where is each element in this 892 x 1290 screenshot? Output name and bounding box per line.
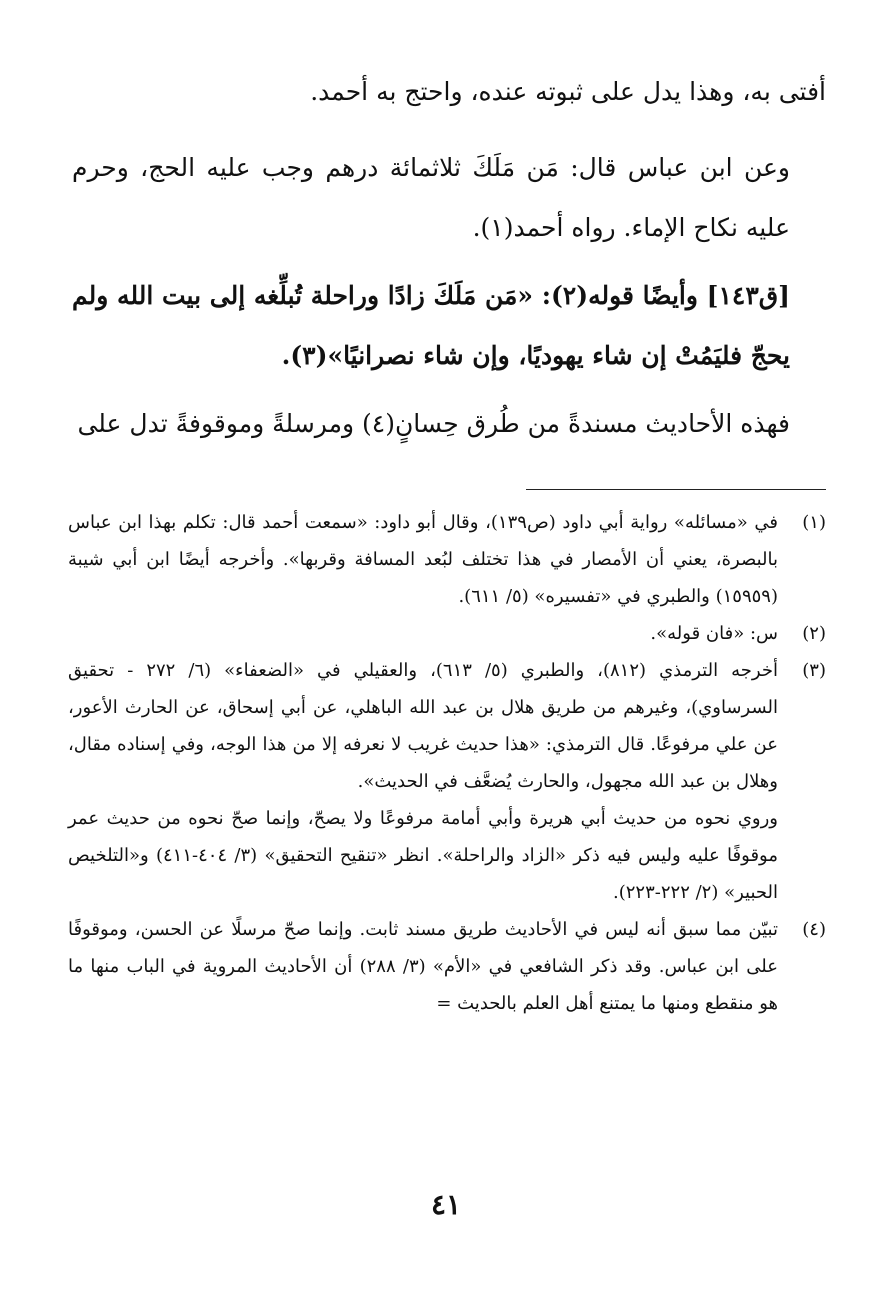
page-number: ٤١ bbox=[430, 1188, 462, 1221]
footnote bbox=[68, 504, 826, 615]
paragraph-quote: [ق١٤٣] وأيضًا قوله(٢): «مَن مَلَكَ زادًا وراحلة تُبلِّغه إلى بيت الله ولم يحجّ فليَمُتْ إن شاء يهوديًا، وإن شاء نصرانيًا»(٣). bbox=[72, 281, 790, 370]
footnote-text bbox=[68, 504, 778, 615]
footnote-divider bbox=[526, 489, 826, 490]
footnote-number: (١) bbox=[802, 512, 826, 533]
footnote-text bbox=[68, 615, 778, 652]
footnote-paragraph: وروي نحوه من حديث أبي هريرة وأبي أمامة مرفوعًا ولا يصحّ، وإنما صحّ نحوه من حديث عمر موقوفًا عليه وليس فيه ذكر «الزاد والراحلة». انظر «تنقيح التحقيق» (٣/ ٤٠٤-٤١١) و«التلخيص الحبير» (٢/ ٢٢٢-٢٢٣). bbox=[68, 808, 778, 903]
footnote-number: (٣) bbox=[802, 660, 826, 681]
footnote-paragraph: أخرجه الترمذي (٨١٢)، والطبري (٥/ ٦١٣)، والعقيلي في «الضعفاء» (٦/ ٢٧٢ - تحقيق السرساوي)، وغيرهم من طريق هلال بن عبد الله الباهلي، عن أبي إسحاق، عن الحارث الأعور، عن علي مرفوعًا. قال الترمذي: «هذا حديث غريب لا نعرفه إلا من هذا الوجه، وفي إسناده مقال، وهلال بن عبد الله مجهول، والحارث يُضعَّف في الحديث». bbox=[68, 660, 778, 792]
footnote bbox=[68, 652, 826, 911]
footnote-number: (٤) bbox=[802, 919, 826, 940]
footnote-number: (٢) bbox=[802, 623, 826, 644]
footnote-paragraph: س: «فان قوله». bbox=[650, 623, 778, 644]
footnotes bbox=[68, 504, 826, 1022]
footnote bbox=[68, 911, 826, 1022]
paragraph: أفتى به، وهذا يدل على ثبوته عنده، واحتج به أحمد. bbox=[310, 77, 826, 106]
footnote-paragraph: تبيّن مما سبق أنه ليس في الأحاديث طريق مسند ثابت. وإنما صحّ مرسلًا عن الحسن، وموقوفًا على ابن عباس. وقد ذكر الشافعي في «الأم» (٣/ ٢٨٨) أن الأحاديث المروية في الباب منها ما هو منقطع ومنها ما يمتنع أهل العلم بالحديث = bbox=[68, 919, 778, 1014]
paragraph: وعن ابن عباس قال: مَن مَلَكَ ثلاثمائة درهم وجب عليه الحج، وحرم عليه نكاح الإماء. رواه أحمد(١). bbox=[72, 153, 790, 242]
footnote-text bbox=[68, 652, 778, 911]
footnote bbox=[68, 615, 826, 652]
footnote-text bbox=[68, 911, 778, 1022]
main-text bbox=[72, 62, 826, 462]
footnote-paragraph: في «مسائله» رواية أبي داود (ص١٣٩)، وقال أبو داود: «سمعت أحمد قال: تكلم بهذا ابن عباس بالبصرة، يعني أن الأمصار في هذا تختلف لبُعد المسافة وقربها». وأخرجه أيضًا ابن أبي شيبة (١٥٩٥٩) والطبري في «تفسيره» (٥/ ٦١١). bbox=[68, 512, 778, 607]
paragraph: فهذه الأحاديث مسندةً من طُرق حِسانٍ(٤) ومرسلةً وموقوفةً تدل على bbox=[77, 409, 790, 438]
